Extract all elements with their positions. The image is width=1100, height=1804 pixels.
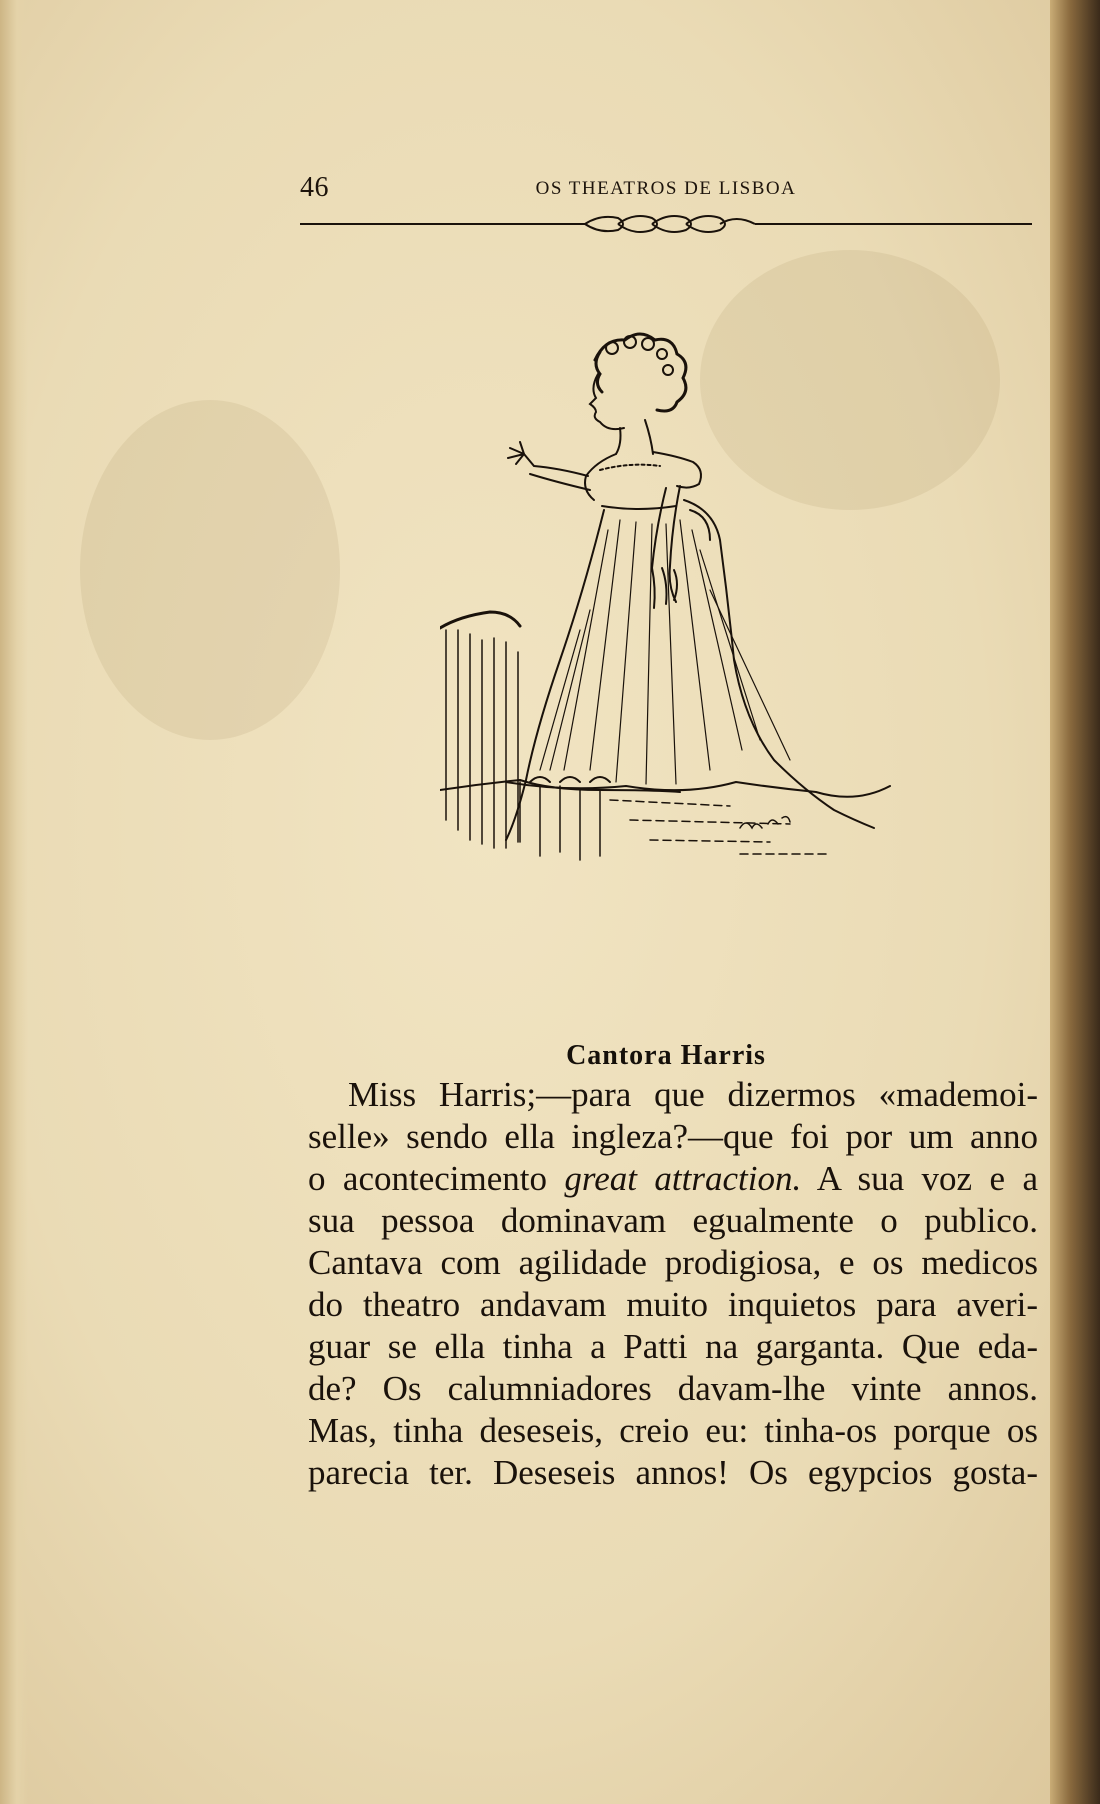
body-line: de? Os calumniadores davam-lhe vinte annos. [308,1369,1038,1408]
page-header [300,172,1032,208]
italic-phrase: great attraction. [564,1159,802,1198]
paper-stain [80,400,340,740]
body-line: Miss Harris;—para que dizermos «mademoi- [348,1075,1038,1114]
body-line: do theatro andavam muito inquietos para averi- [308,1285,1038,1324]
body-line-start: o acontecimento [308,1159,565,1198]
body-line: selle» sendo ella ingleza?—que foi por um anno [308,1117,1038,1156]
body-line-end: A sua voz e a [801,1159,1038,1198]
body-text [308,1074,1038,1494]
illustration-caption: Cantora Harris [566,1040,766,1071]
body-line: parecia ter. Deseseis annos! Os egypcios gosta- [308,1453,1038,1492]
book-gutter-shadow [1050,0,1100,1804]
running-title: OS THEATROS DE LISBOA [535,178,797,199]
body-line: Mas, tinha deseseis, creio eu: tinha-os porque os [308,1411,1038,1450]
singer-illustration [440,330,920,990]
body-line: guar se ella tinha a Patti na garganta. Que eda- [308,1327,1038,1366]
body-line: sua pessoa dominavam egualmente o publico. [308,1201,1038,1240]
header-rule-ornament [300,210,1032,240]
page-left-edge [0,0,28,1804]
body-line: Cantava com agilidade prodigiosa, e os medicos [308,1243,1038,1282]
page-number: 46 [300,172,329,203]
body-line [308,1158,1038,1200]
